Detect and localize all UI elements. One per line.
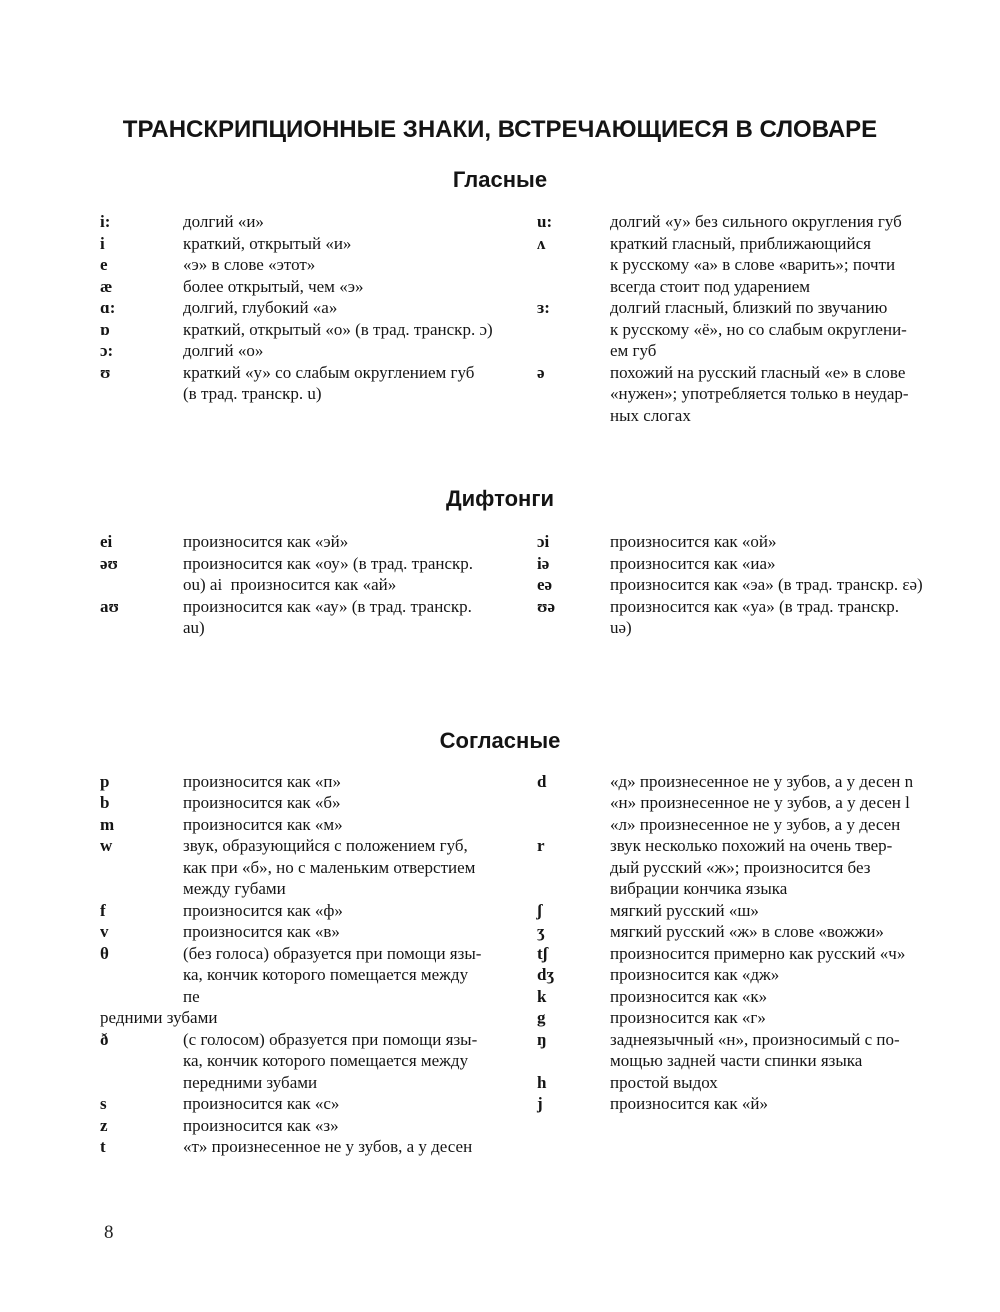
symbol-description: произносится как «дж» [610, 965, 780, 984]
symbol-description: ных слогах [610, 405, 691, 425]
section-vowels [0, 167, 1000, 426]
entry-line [537, 276, 935, 298]
entry-line [100, 835, 500, 857]
phonetic-symbol: ʊə [537, 596, 556, 616]
symbol-description: мощью задней части спинки языка [610, 1051, 863, 1070]
symbol-description: (без голоса) образуется при помощи язы- [183, 943, 482, 963]
entry-line [100, 943, 500, 965]
page-title: ТРАНСКРИПЦИОННЫЕ ЗНАКИ, ВСТРЕЧАЮЩИЕСЯ В СЛОВАРЕ [122, 116, 878, 143]
symbol-description: произносится как «эй» [183, 532, 349, 551]
symbol-description: произносится как «м» [183, 814, 343, 834]
phonetic-symbol [100, 617, 183, 639]
symbol-description: ка, кончик которого помещается между [183, 965, 469, 984]
phonetic-symbol [537, 857, 610, 879]
phonetic-symbol [537, 814, 610, 836]
entry-line [100, 986, 500, 1008]
vowels-right-column [537, 211, 935, 426]
phonetic-symbol: ŋ [537, 1029, 547, 1049]
phonetic-symbol: ɔi [537, 532, 550, 551]
phonetic-symbol: w [100, 836, 113, 855]
consonants-left-column [100, 771, 500, 1158]
entry-line [100, 531, 500, 553]
entry-line [537, 319, 935, 341]
symbol-description: «нужен»; употребляется только в неудар- [610, 384, 909, 403]
symbol-description: произносится как «б» [183, 793, 341, 812]
entry-line [100, 596, 500, 618]
phonetic-symbol: ɔ: [100, 341, 114, 360]
symbol-description: звук, образующийся с положением губ, [183, 836, 468, 855]
phonetic-symbol [537, 254, 610, 276]
symbol-description: краткий «у» со слабым округлением губ [183, 362, 475, 382]
phonetic-symbol: s [100, 1094, 107, 1113]
entry-line [537, 340, 935, 362]
entry-line [100, 276, 500, 298]
phonetic-symbol: f [100, 900, 106, 920]
entry-line [537, 362, 935, 384]
symbol-description: долгий «и» [183, 212, 264, 231]
entry-line [537, 986, 935, 1008]
entry-line [100, 1136, 500, 1158]
symbol-description: uə) [610, 618, 632, 637]
phonetic-symbol: z [100, 1115, 108, 1135]
symbol-description: произносится как «с» [183, 1094, 340, 1113]
diphthongs-left-column [100, 531, 500, 639]
symbol-description: ем губ [610, 341, 657, 360]
phonetic-symbol: d [537, 771, 547, 791]
symbol-description: всегда стоит под ударением [610, 276, 810, 296]
entry-line [100, 233, 500, 255]
entry-line [100, 878, 500, 900]
phonetic-symbol: əʊ [100, 553, 119, 573]
entry-line [537, 553, 935, 575]
entry-line [537, 1050, 935, 1072]
entry-line [100, 1029, 500, 1051]
symbol-description: долгий гласный, близкий по звучанию [610, 298, 888, 317]
symbol-description: похожий на русский гласный «е» в слове [610, 362, 906, 382]
symbol-description: мягкий русский «ш» [610, 900, 759, 920]
phonetic-symbol [100, 986, 183, 1008]
phonetic-symbol: dʒ [537, 965, 555, 984]
symbol-description: произносится примерно как русский «ч» [610, 943, 906, 963]
phonetic-symbol: k [537, 986, 547, 1006]
page-number: 8 [104, 1222, 114, 1243]
phonetic-symbol: ei [100, 532, 113, 551]
entry-line [100, 921, 500, 943]
symbol-description: произносится как «эа» (в трад. транскр. ɛə) [610, 575, 923, 594]
entry-line [537, 1093, 935, 1115]
symbol-description: более открытый, чем «э» [183, 276, 364, 296]
symbol-description: произносится как «оу» (в трад. транскр. [183, 553, 474, 573]
entry-line [537, 964, 935, 986]
symbol-description: к русскому «а» в слове «варить»; почти [610, 255, 896, 274]
symbol-description: произносится как «з» [183, 1115, 339, 1135]
phonetic-symbol [100, 574, 183, 596]
section-heading-consonants: Согласные [439, 727, 561, 753]
symbol-description: простой выдох [610, 1072, 718, 1092]
entry-line [100, 574, 500, 596]
phonetic-symbol: aʊ [100, 596, 119, 616]
phonetic-symbol: æ [100, 276, 113, 296]
phonetic-symbol [537, 340, 610, 362]
section-heading-vowels: Гласные [452, 167, 548, 192]
phonetic-symbol: ʒ [537, 922, 545, 941]
entry-line [100, 254, 500, 276]
entry-line [537, 574, 935, 596]
phonetic-symbol: r [537, 836, 545, 855]
phonetic-symbol [537, 276, 610, 298]
entry-line [537, 383, 935, 405]
symbol-description: краткий, открытый «о» (в трад. транскр. ɔ) [183, 319, 493, 339]
entry-line [537, 771, 935, 793]
entry-line [537, 792, 935, 814]
symbol-description: долгий «у» без сильного округления губ [610, 212, 902, 231]
symbol-description: произносится как «ау» (в трад. транскр. [183, 596, 472, 616]
symbol-description: «т» произнесенное не у зубов, а у десен [183, 1137, 473, 1156]
phonetic-symbol: m [100, 814, 115, 834]
section-heading-diphthongs: Дифтонги [445, 486, 555, 511]
entry-line [100, 1050, 500, 1072]
entry-line [537, 405, 935, 427]
entry-line [100, 362, 500, 384]
symbol-description: «н» произнесенное не у зубов, а у десен l [610, 793, 910, 812]
entry-line [100, 857, 500, 879]
symbol-description: произносится как «г» [610, 1008, 766, 1027]
symbol-description: au) [183, 618, 205, 637]
phonetic-symbol [100, 857, 183, 879]
phonetic-symbol: iə [537, 553, 550, 573]
symbol-description: ou) ai произносится как «ай» [183, 575, 397, 594]
symbol-description: произносится как «й» [610, 1094, 768, 1113]
entry-line [537, 211, 935, 233]
symbol-description: мягкий русский «ж» в слове «вожжи» [610, 922, 884, 941]
phonetic-symbol: θ [100, 943, 109, 963]
entry-line [100, 1072, 500, 1094]
phonetic-symbol [537, 878, 610, 900]
vowels-columns [0, 211, 1000, 426]
entry-line [537, 900, 935, 922]
symbol-description: долгий «о» [183, 341, 264, 360]
symbol-description: произносится как «иа» [610, 553, 776, 573]
phonetic-symbol [537, 1050, 610, 1072]
section-consonants [0, 728, 1000, 1158]
vowels-left-column [100, 211, 500, 426]
symbol-description: долгий, глубокий «а» [183, 298, 338, 317]
symbol-description: произносится как «к» [610, 986, 768, 1006]
symbol-description: «э» в слове «этот» [183, 255, 316, 274]
symbol-description: заднеязычный «н», произносимый с по- [610, 1029, 900, 1049]
entry-line [537, 857, 935, 879]
entry-line [100, 617, 500, 639]
phonetic-symbol: i [100, 233, 105, 253]
phonetic-symbol [537, 383, 610, 405]
entry-line [537, 835, 935, 857]
phonetic-symbol: i: [100, 212, 111, 231]
entry-line [100, 211, 500, 233]
entry-line [537, 596, 935, 618]
phonetic-symbol [537, 319, 610, 341]
symbol-description: произносится как «ф» [183, 900, 343, 920]
phonetic-symbol: j [537, 1094, 543, 1113]
phonetic-symbol [537, 405, 610, 427]
phonetic-symbol: g [537, 1008, 546, 1027]
entry-line [537, 617, 935, 639]
symbol-description: редними зубами [100, 1008, 218, 1027]
symbol-description: (в трад. транскр. u) [183, 384, 322, 403]
phonetic-symbol: u: [537, 212, 553, 231]
entry-line [537, 943, 935, 965]
entry-line [100, 1115, 500, 1137]
consonants-columns [0, 771, 1000, 1158]
phonetic-symbol: h [537, 1072, 547, 1092]
phonetic-symbol: eə [537, 575, 553, 594]
entry-line [100, 792, 500, 814]
entry-line [100, 297, 500, 319]
symbol-description: краткий, открытый «и» [183, 233, 352, 253]
entry-line [537, 531, 935, 553]
phonetic-symbol: ə [537, 362, 545, 382]
symbol-description: произносится как «уа» (в трад. транскр. [610, 596, 900, 616]
symbol-description: «д» произнесенное не у зубов, а у десен n [610, 771, 914, 791]
entry-line [537, 1072, 935, 1094]
entry-line [537, 233, 935, 255]
phonetic-symbol [537, 617, 610, 639]
phonetic-symbol: ʊ [100, 362, 111, 382]
entry-line [100, 964, 500, 986]
entry-line [537, 254, 935, 276]
entry-line [537, 921, 935, 943]
phonetic-symbol [100, 1050, 183, 1072]
symbol-description: как при «б», но с маленьким отверстием [183, 857, 476, 877]
phonetic-symbol [100, 1072, 183, 1094]
symbol-description: пе [183, 986, 200, 1006]
symbol-description: произносится как «п» [183, 771, 341, 791]
symbol-description: произносится как «в» [183, 922, 340, 941]
phonetic-symbol: ʌ [537, 233, 546, 253]
entry-line [100, 1093, 500, 1115]
entry-line [537, 297, 935, 319]
symbol-description: ка, кончик которого помещается между [183, 1051, 469, 1070]
phonetic-symbol: ɒ [100, 319, 110, 339]
entry-line [100, 340, 500, 362]
symbol-description: дый русский «ж»; произносится без [610, 857, 871, 877]
diphthongs-right-column [537, 531, 935, 639]
phonetic-symbol: v [100, 922, 109, 941]
symbol-description: вибрации кончика языка [610, 879, 788, 898]
symbol-description: произносится как «ой» [610, 532, 777, 551]
phonetic-symbol [100, 383, 183, 405]
entry-line [537, 878, 935, 900]
phonetic-symbol: ɑ: [100, 298, 116, 317]
symbol-description: краткий гласный, приближающийся [610, 233, 871, 253]
symbol-description: передними зубами [183, 1072, 318, 1092]
entry-line [537, 814, 935, 836]
symbol-description: к русскому «ё», но со слабым округлени- [610, 319, 907, 339]
entry-line [100, 383, 500, 405]
phonetic-symbol: e [100, 255, 108, 274]
phonetic-symbol: p [100, 771, 110, 791]
entry-line [537, 1029, 935, 1051]
entry-line [100, 319, 500, 341]
phonetic-symbol: t [100, 1137, 106, 1156]
phonetic-symbol: ɜ: [537, 298, 550, 317]
symbol-description: звук несколько похожий на очень твер- [610, 836, 893, 855]
consonants-right-column [537, 771, 935, 1158]
phonetic-symbol: ð [100, 1029, 109, 1049]
entry-line [100, 771, 500, 793]
section-diphthongs [0, 486, 1000, 639]
phonetic-symbol: tʃ [537, 943, 548, 963]
phonetic-symbol [100, 878, 183, 900]
symbol-description: «л» произнесенное не у зубов, а у десен [610, 814, 901, 834]
entry-line [100, 1007, 500, 1029]
entry-line [100, 814, 500, 836]
entry-line [100, 553, 500, 575]
entry-line [537, 1007, 935, 1029]
phonetic-symbol: ʃ [537, 900, 543, 920]
phonetic-symbol: b [100, 793, 110, 812]
symbol-description: (с голосом) образуется при помощи язы- [183, 1029, 478, 1049]
entry-line [100, 900, 500, 922]
diphthongs-columns [0, 531, 1000, 639]
phonetic-symbol [537, 792, 610, 814]
symbol-description: между губами [183, 879, 286, 898]
phonetic-symbol [100, 964, 183, 986]
